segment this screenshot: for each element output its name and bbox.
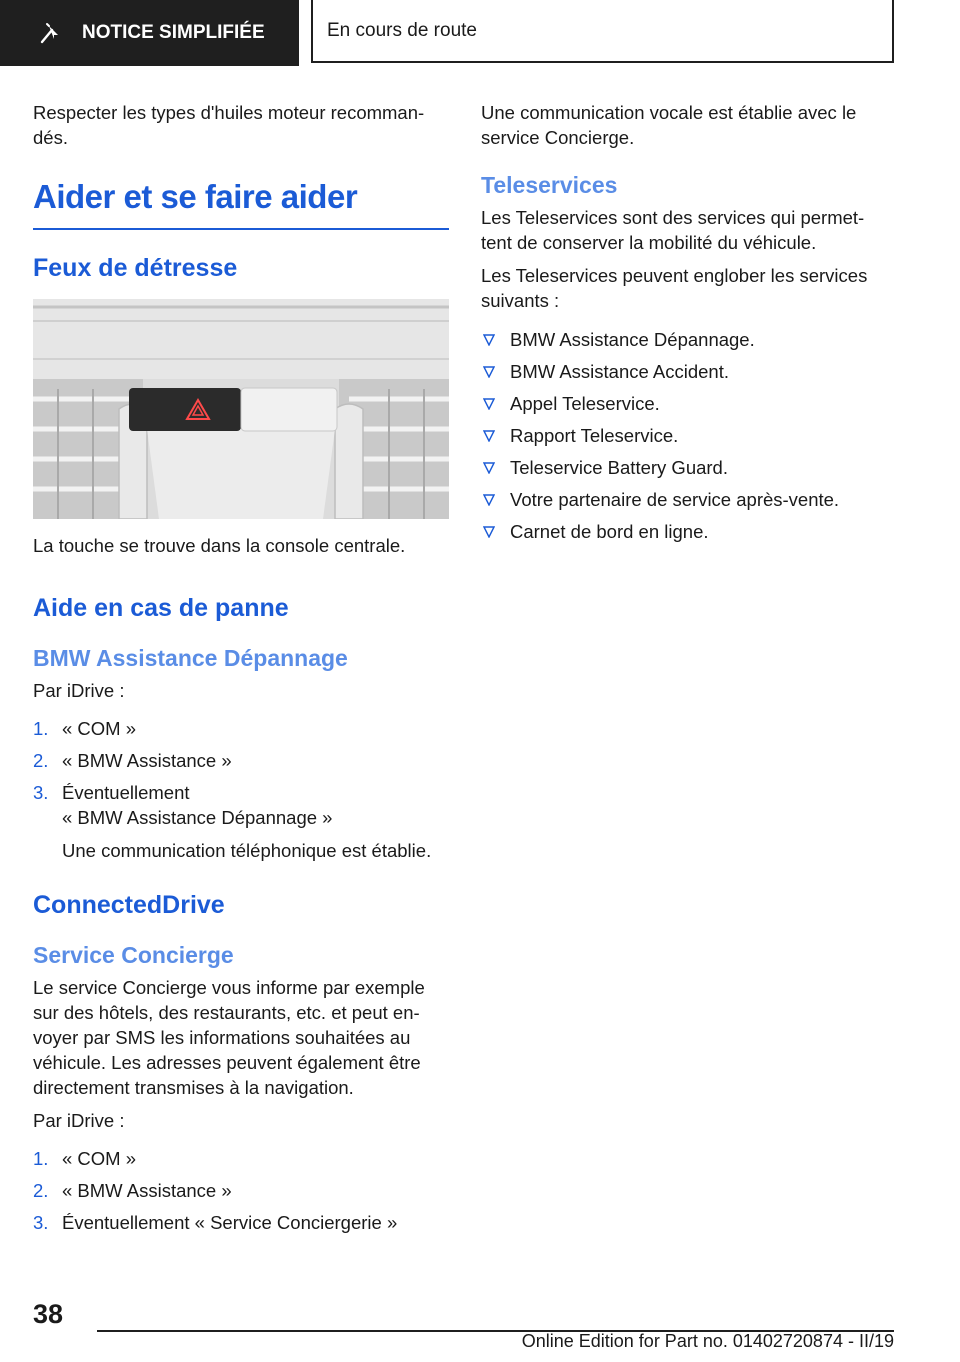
item-text: BMW Assistance Dépannage.: [510, 329, 755, 350]
quick-guide-tab: [0, 0, 299, 66]
page-number: 38: [33, 1299, 64, 1329]
list-item: [481, 359, 891, 384]
step-text: Éventuellement « Service Conciergerie »: [62, 1211, 398, 1233]
triangle-bullet-icon: [483, 398, 495, 410]
hazard-lights-heading: Feux de détresse: [33, 253, 238, 282]
teleservices-list: [481, 327, 891, 544]
teleservices-heading: Teleservices: [481, 172, 618, 198]
item-text: Rapport Teleservice.: [510, 425, 679, 446]
list-item: [33, 1178, 449, 1203]
right-column: [481, 100, 891, 544]
step-number: 1.: [33, 717, 49, 739]
triangle-bullet-icon: [483, 334, 495, 346]
step-text-continued: « BMW Assistance Dépannage »: [62, 806, 333, 828]
triangle-bullet-icon: [483, 462, 495, 474]
section-title: Aider et se faire aider: [33, 178, 358, 215]
concierge-intro: Par iDrive :: [33, 1109, 125, 1131]
item-text: Votre partenaire de service après-vente.: [510, 489, 840, 510]
step-text: « COM »: [62, 1147, 137, 1169]
chapter-title: En cours de route: [311, 0, 894, 63]
list-item: [33, 780, 449, 863]
list-item: [481, 519, 891, 544]
left-column: [33, 100, 449, 1235]
road-assist-icon: [38, 20, 64, 46]
triangle-bullet-icon: [483, 526, 495, 538]
item-text: Teleservice Battery Guard.: [510, 457, 728, 478]
list-item: [481, 487, 891, 512]
triangle-bullet-icon: [483, 430, 495, 442]
list-item: [481, 455, 891, 480]
item-text: BMW Assistance Accident.: [510, 361, 730, 382]
step-text: « BMW Assistance »: [62, 1179, 232, 1201]
quick-guide-label: NOTICE SIMPLIFIÉE: [82, 22, 265, 43]
concierge-steps: [33, 1146, 449, 1235]
breakdown-steps: [33, 716, 449, 863]
step-note: Une communication téléphonique est établie.: [62, 839, 432, 861]
teleservices-scope: Les Teleservices peuvent englober les services suivants :: [481, 265, 868, 311]
list-item: [33, 1146, 449, 1171]
step-number: 3.: [33, 781, 49, 803]
list-item: [33, 716, 449, 741]
list-item: [481, 423, 891, 448]
list-item: [33, 1210, 449, 1235]
concierge-body: Le service Concierge vous informe par exemple sur des hôtels, des restaurants, etc. et peut en-voyer par SMS les informations souhaitées au véhicule. Les adresses peuvent également être directement transmises à la navigation.: [33, 976, 425, 1098]
item-text: Carnet de bord en ligne.: [510, 521, 709, 542]
item-text: Appel Teleservice.: [510, 393, 660, 414]
step-text: « COM »: [62, 717, 137, 739]
step-text: « BMW Assistance »: [62, 749, 232, 771]
list-item: [481, 327, 891, 352]
step-number: 3.: [33, 1211, 49, 1233]
section-title-rule: [33, 228, 449, 230]
step-text: Éventuellement: [62, 781, 190, 803]
section-help: [33, 178, 449, 230]
assistance-subheading: BMW Assistance Dépannage: [33, 644, 348, 671]
triangle-bullet-icon: [483, 366, 495, 378]
hazard-button-photo: [33, 299, 449, 519]
step-number: 2.: [33, 1179, 49, 1201]
edition-note: Online Edition for Part no. 01402720874 - II/19: [521, 1331, 894, 1351]
hazard-caption: La touche se trouve dans la console centrale.: [33, 534, 406, 556]
concierge-subheading: Service Concierge: [33, 941, 234, 968]
teleservices-description: Les Teleservices sont des services qui permet-tent de conserver la mobilité du véhicule.: [481, 207, 865, 253]
concierge-continued: Une communication vocale est établie avec le service Concierge.: [481, 102, 857, 148]
page-header: [0, 0, 960, 66]
step-number: 2.: [33, 749, 49, 771]
step-number: 1.: [33, 1147, 49, 1169]
intro-text: Respecter les types d'huiles moteur recomman-dés.: [33, 102, 425, 148]
breakdown-intro: Par iDrive :: [33, 679, 125, 701]
connecteddrive-heading: ConnectedDrive: [33, 890, 225, 919]
triangle-bullet-icon: [483, 494, 495, 506]
list-item: [481, 391, 891, 416]
list-item: [33, 748, 449, 773]
breakdown-heading: Aide en cas de panne: [33, 593, 289, 622]
